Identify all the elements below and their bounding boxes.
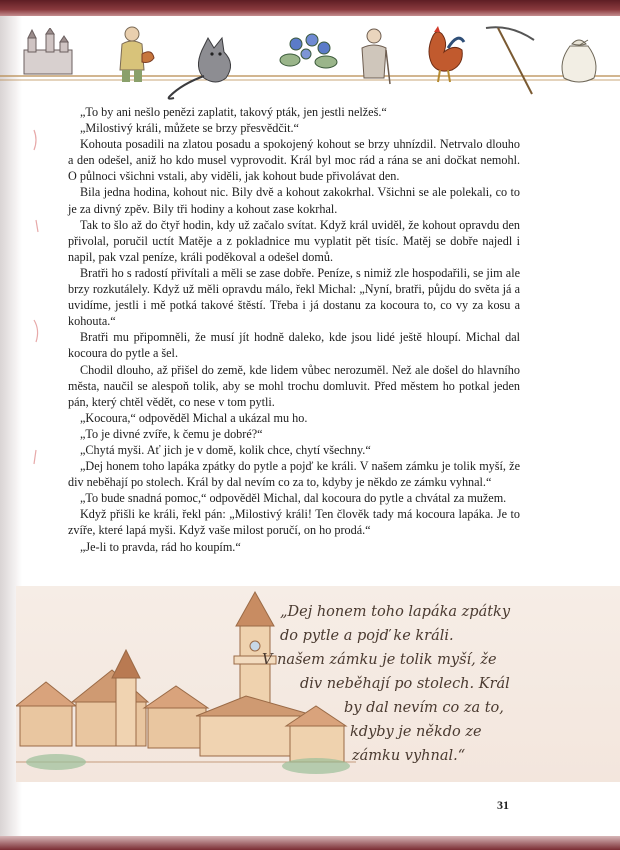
story-paragraph: Bratři ho s radostí přivítali a měli se zase dobře. Peníze, s nimiž zle hospodařili, se jim ale brzy rozkutálely. Když už měli opravdu málo, řekl Michal: „Nyní, bratři, půjdu do světa já a uvidíme, jestli i mě potká takové štěstí. Třeba i já dostanu za kocoura to, co vy za kosu a kohouta.“ xyxy=(68,265,520,329)
story-paragraph: Když přišli ke králi, řekl pán: „Milostivý králi! Ten člověk tady má kocoura lapáka. Je to zvíře, které lapá myši. Když vaše milost poručí, on ho prodá.“ xyxy=(68,507,520,538)
pull-quote-line: do pytle a pojď ke králi. xyxy=(280,628,454,644)
pull-quote-line: V našem zámku je tolik myší, že xyxy=(262,652,497,668)
pull-quote-line: kdyby je někdo ze xyxy=(350,724,482,740)
pull-quote-line: by dal nevím co za to, xyxy=(344,700,504,716)
story-paragraph: Bila jedna hodina, kohout nic. Bily dvě a kohout zakokrhal. Všichni se ale polekali, co to je za divný zpěv. Bily tři hodiny a kohout zase kokrhal. xyxy=(68,185,520,216)
story-paragraph: Chodil dlouho, až přišel do země, kde lidem vůbec nerozuměl. Než ale došel do hlavního města, naučil se alespoň tolik, aby se mohl trochu domluvit. Před městem ho potkal jeden pán, který chtěl vědět, co nese v tom pytli. xyxy=(68,362,520,409)
story-paragraph: „To je divné zvíře, k čemu je dobré?“ xyxy=(80,426,263,441)
pull-quote-line: „Dej honem toho lapáka zpátky xyxy=(280,604,511,620)
margin-marks xyxy=(30,120,50,520)
violet-flowers-icon xyxy=(276,30,342,80)
story-paragraph: „Dej honem toho lapáka zpátky do pytle a pojď ke králi. V našem zámku je tolik myší, že div neběhají po stolech. Král by dal nevím co za to, kdyby je někdo ze zámku vyhnal.“ xyxy=(68,459,520,490)
pull-quote-line: zámku vyhnal.“ xyxy=(352,748,466,764)
header-vignettes xyxy=(16,22,620,100)
story-paragraph: „Kocoura,“ odpověděl Michal a ukázal mu ho. xyxy=(80,410,308,425)
story-paragraph: „Chytá myši. Ať jich je v domě, kolik chce, chytí všechny.“ xyxy=(80,442,371,457)
castle-icon xyxy=(18,28,78,78)
story-paragraph: „Milostivý králi, můžete se brzy přesvědčit.“ xyxy=(80,121,299,136)
story-paragraph: „To bude snadná pomoc,“ odpověděl Michal, dal kocoura do pytle a chvátal za mužem. xyxy=(80,491,507,506)
money-bag-icon xyxy=(554,32,604,88)
pull-quote xyxy=(260,600,520,780)
story-text xyxy=(68,104,520,555)
rooster-icon xyxy=(418,24,468,86)
story-paragraph: „Je-li to pravda, rád ho koupím.“ xyxy=(80,539,241,554)
page-number: 31 xyxy=(497,798,509,812)
farmer-with-rooster-icon xyxy=(110,24,160,86)
page-bottom-edge xyxy=(0,836,620,850)
story-paragraph: Bratři mu připomněli, že musí jít hodně daleko, kde jsou lidé ještě hloupí. Michal dal kocoura do pytle a šel. xyxy=(68,330,520,361)
page-top-edge xyxy=(0,0,620,16)
scythe-icon xyxy=(480,22,540,98)
story-paragraph: „To by ani nešlo penězi zaplatit, takový pták, jen jestli nelžeš.“ xyxy=(80,105,387,119)
cat-icon xyxy=(162,34,252,104)
old-man-icon xyxy=(354,26,394,86)
story-paragraph: Tak to šlo až do čtyř hodin, kdy už začalo svítat. Když král uviděl, že kohout opravdu den přivolal, poručil uctít Matěje a z pokladnice mu vyplatit pět tisíc. Matěj se dobře najedl i napil, pak vzal peníze, králi poděkoval a odešel domů. xyxy=(68,217,520,264)
pull-quote-line: div neběhají po stolech. Král xyxy=(300,676,510,692)
story-paragraph: Kohouta posadili na zlatou posadu a spokojený kohout se brzy uhnízdil. Netrvalo dlouho a den odešel, aniž ho kdo musel vyprovodit. Král byl moc rád a rána se ani dočkat nemohl. O půlnoci všichni vstali, aby viděli, jak kohout bude přivolávat den. xyxy=(68,137,520,184)
